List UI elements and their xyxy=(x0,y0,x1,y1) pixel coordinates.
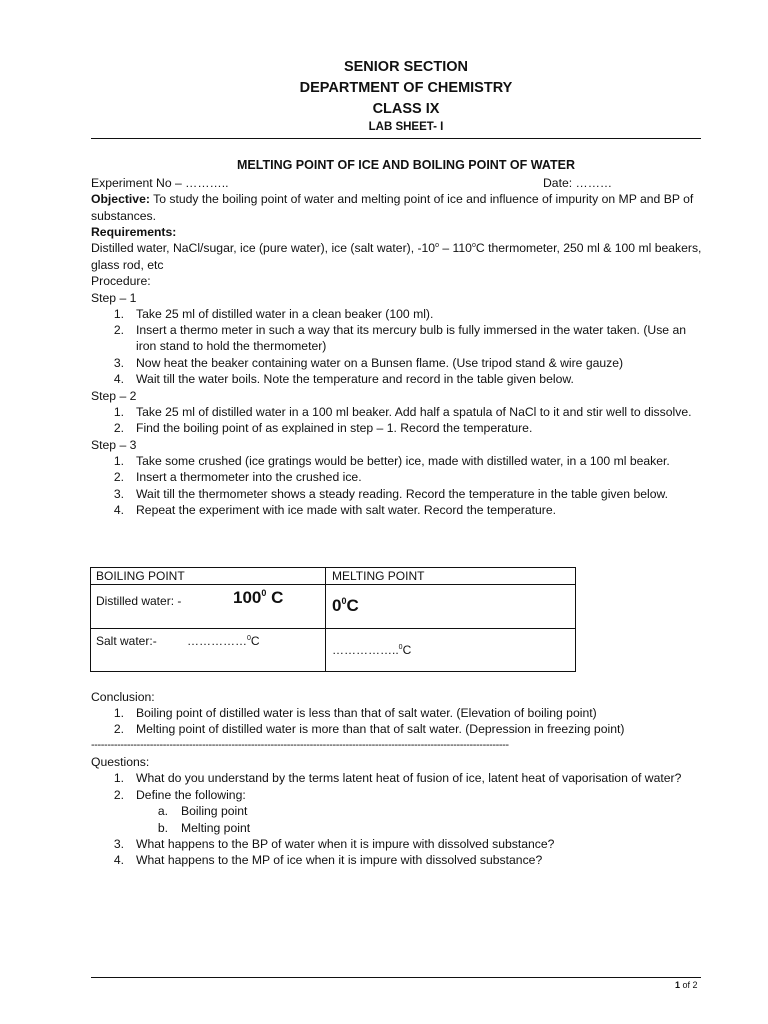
questions-label: Questions: xyxy=(91,755,150,769)
step-1-item-2-continued: iron stand to hold the thermometer) xyxy=(136,339,327,353)
step-1-item-1-number: 1. xyxy=(113,307,124,321)
objective-paragraph xyxy=(91,191,711,224)
results-table xyxy=(90,567,576,672)
step-3-item-2-number: 2. xyxy=(113,470,124,484)
step-3-item-1: Take some crushed (ice gratings would be better) ice, made with distilled water, in a 100 ml beaker. xyxy=(136,454,670,468)
table-header-boiling-point: BOILING POINT xyxy=(96,569,185,583)
page-number: 1 of 2 xyxy=(675,980,698,990)
objective-text: To study the boiling point of water and melting point of ice and influence of impurity on MP and BP of substances. xyxy=(91,192,694,223)
experiment-number: Experiment No – ……….. xyxy=(91,176,229,190)
conclusion-item-1-number: 1. xyxy=(113,706,124,720)
header-class: CLASS IX xyxy=(372,101,440,117)
table-salt-bp-value: ……………$^0$C xyxy=(187,634,260,648)
procedure-label: Procedure: xyxy=(91,274,151,288)
header-lab-sheet: LAB SHEET- I xyxy=(368,121,444,133)
question-1: What do you understand by the terms latent heat of fusion of ice, latent heat of vaporisation of water? xyxy=(136,771,682,785)
table-distilled-bp-value: $100^0$ C xyxy=(233,588,284,607)
question-4: What happens to the MP of ice when it is impure with dissolved substance? xyxy=(136,853,543,867)
question-3-number: 3. xyxy=(113,837,124,851)
table-header-melting-point: MELTING POINT xyxy=(332,569,425,583)
table-row-divider xyxy=(91,628,575,629)
header-department: DEPARTMENT OF CHEMISTRY xyxy=(299,80,513,96)
question-2: Define the following: xyxy=(136,788,246,802)
step-3-item-4-number: 4. xyxy=(113,503,124,517)
header-divider xyxy=(91,138,701,139)
table-distilled-mp-value: $0^0C$ xyxy=(332,596,359,615)
experiment-date: Date: ……… xyxy=(543,176,613,190)
step-2-item-1: Take 25 ml of distilled water in a 100 ml beaker. Add half a spatula of NaCl to it and stir well to dissolve. xyxy=(136,405,692,419)
conclusion-item-1: Boiling point of distilled water is less than that of salt water. (Elevation of boiling point) xyxy=(136,706,597,720)
question-4-number: 4. xyxy=(113,853,124,867)
step-2-item-2: Find the boiling point of as explained in step – 1. Record the temperature. xyxy=(136,421,533,435)
step-1-item-1: Take 25 ml of distilled water in a clean beaker (100 ml). xyxy=(136,307,434,321)
step-3-item-2: Insert a thermometer into the crushed ice. xyxy=(136,470,362,484)
step-1-label: Step – 1 xyxy=(91,291,137,305)
objective-label: Objective: xyxy=(91,192,150,206)
step-1-item-3: Now heat the beaker containing water on a Bunsen flame. (Use tripod stand & wire gauze) xyxy=(136,356,624,370)
question-2b: Melting point xyxy=(181,821,251,835)
table-row-distilled-label: Distilled water: - xyxy=(96,594,182,608)
step-1-item-2-number: 2. xyxy=(113,323,124,337)
question-2b-letter: b. xyxy=(157,821,168,835)
footer-divider xyxy=(91,977,701,978)
step-1-item-3-number: 3. xyxy=(113,356,124,370)
conclusion-item-2-number: 2. xyxy=(113,722,124,736)
table-header-divider xyxy=(91,584,575,585)
conclusion-label: Conclusion: xyxy=(91,690,155,704)
step-2-label: Step – 2 xyxy=(91,389,137,403)
requirements-label: Requirements: xyxy=(91,225,177,239)
table-row-salt-label: Salt water:- xyxy=(96,634,157,648)
question-2a: Boiling point xyxy=(181,804,248,818)
step-1-item-4-number: 4. xyxy=(113,372,124,386)
experiment-title: MELTING POINT OF ICE AND BOILING POINT OF WATER xyxy=(237,158,575,172)
step-2-item-1-number: 1. xyxy=(113,405,124,419)
step-3-item-1-number: 1. xyxy=(113,454,124,468)
conclusion-item-2: Melting point of distilled water is more than that of salt water. (Depression in freezing point) xyxy=(136,722,625,736)
question-3: What happens to the BP of water when it is impure with dissolved substance? xyxy=(136,837,555,851)
step-3-label: Step – 3 xyxy=(91,438,137,452)
question-2a-letter: a. xyxy=(157,804,168,818)
question-1-number: 1. xyxy=(113,771,124,785)
step-3-item-3: Wait till the thermometer shows a steady reading. Record the temperature in the table given below. xyxy=(136,487,669,501)
step-3-item-3-number: 3. xyxy=(113,487,124,501)
dashed-separator: -------------------------------------------------------------------------------------------------------------------------------- xyxy=(91,739,509,751)
step-1-item-2: Insert a thermo meter in such a way that its mercury bulb is fully immersed in the water taken. (Use an xyxy=(136,323,687,337)
step-3-item-4: Repeat the experiment with ice made with salt water. Record the temperature. xyxy=(136,503,556,517)
table-salt-mp-value: ……………..$^0$C xyxy=(332,643,412,657)
step-2-item-2-number: 2. xyxy=(113,421,124,435)
question-2-number: 2. xyxy=(113,788,124,802)
requirements-paragraph: Distilled water, NaCl/sugar, ice (pure water), ice (salt water), -10$^o$ – 110$^o$C thermometer, 250 ml & 100 ml beakers, glass rod, etc xyxy=(91,241,702,272)
step-1-item-4: Wait till the water boils. Note the temperature and record in the table given below. xyxy=(136,372,574,386)
header-senior-section: SENIOR SECTION xyxy=(343,59,469,75)
